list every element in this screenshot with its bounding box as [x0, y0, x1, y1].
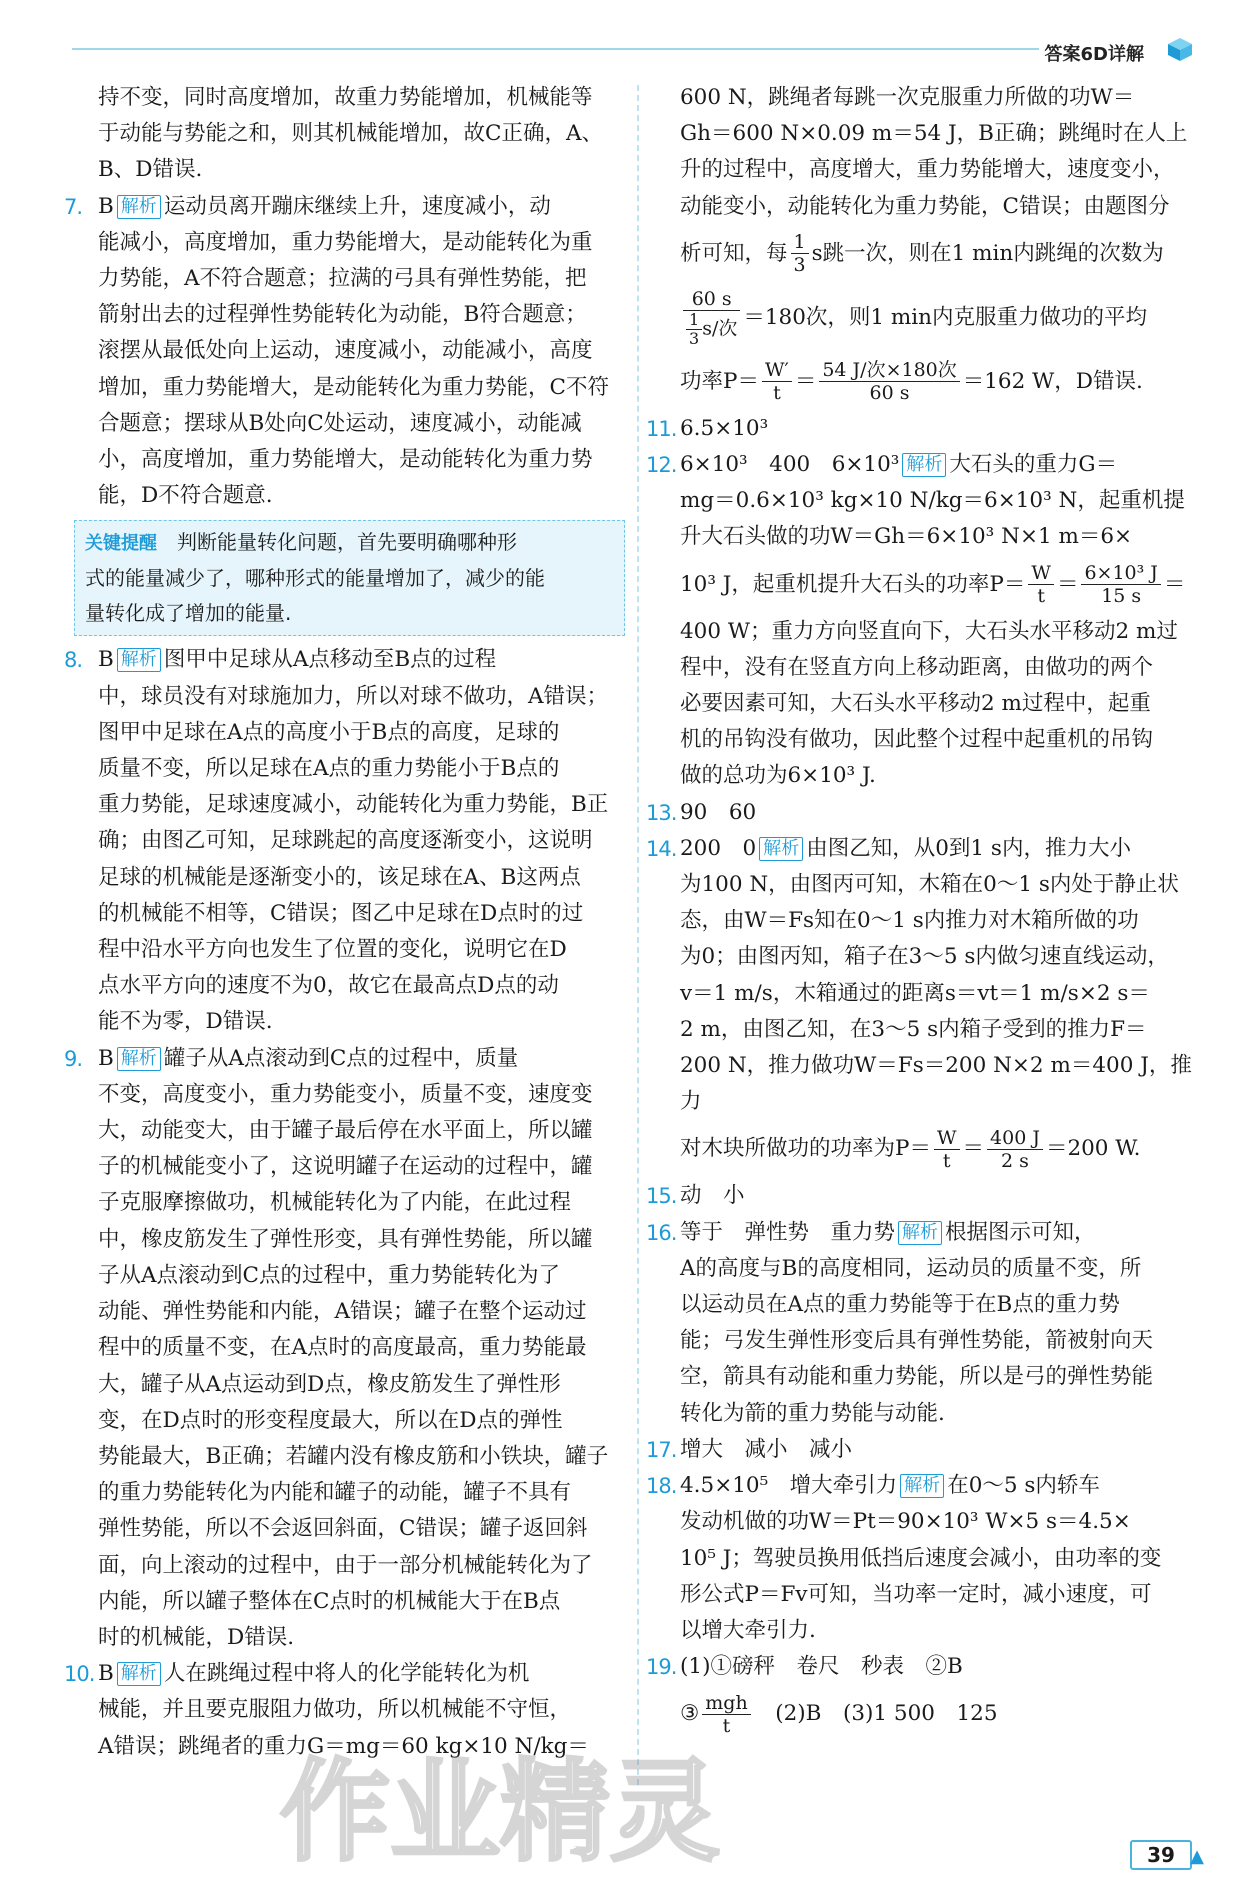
answer: 4.5×10⁵ 增大牵引力 [680, 1473, 898, 1499]
answer: 6.5×10³ [680, 415, 769, 441]
text-line: 不变，高度变小，重力势能变小，质量不变，速度变 [98, 1081, 593, 1107]
answer: (1)①磅秤 卷尺 秒表 ②B [680, 1654, 963, 1680]
answer: 动 小 [680, 1183, 745, 1209]
text-line: 子从A点滚动到C点的过程中，重力势能转化为了 [98, 1262, 560, 1288]
text-line: 持不变，同时高度增加，故重力势能增加，机械能等 [98, 85, 593, 110]
text-fragment: 对木块所做功的功率为P＝ [680, 1136, 931, 1162]
denominator: t [722, 1714, 731, 1737]
answer-item-17 [646, 1432, 1207, 1468]
text-line: 做的总功为6×10³ J. [680, 763, 876, 789]
item-number: 15. [646, 1184, 677, 1209]
fraction [1028, 562, 1054, 607]
text-fragment: (2)B (3)1 500 125 [753, 1701, 998, 1727]
text-line: 以运动员在A点的重力势能等于在B点的重力势 [680, 1292, 1120, 1318]
text-line: 转化为箭的重力势能与动能. [680, 1400, 945, 1426]
left-column [64, 80, 625, 1765]
fraction [1081, 562, 1160, 607]
answer-item-19 [646, 1649, 1207, 1743]
text-line: 子克服摩擦做功，机械能转化为了内能，在此过程 [98, 1190, 572, 1216]
text-line: 中，橡皮筋发生了弹性形变，具有弹性势能，所以罐 [98, 1226, 593, 1252]
text-fragment: s/次 [702, 317, 738, 340]
text-line: 面，向上滚动的过程中，由于一部分机械能转化为了 [98, 1552, 593, 1578]
answer: B [98, 1045, 114, 1071]
text-line: 能，D不符合题意. [98, 483, 273, 509]
text-line: 为0；由图丙知，箱子在3～5 s内做匀速直线运动， [680, 944, 1169, 970]
fraction [762, 359, 792, 404]
text-line: 空，箭具有动能和重力势能，所以是弓的弹性势能 [680, 1364, 1154, 1390]
text-line: 足球的机械能是逐渐变小的，该足球在A、B这两点 [98, 864, 581, 890]
text-line: 为100 N，由图丙可知，木箱在0～1 s内处于静止状 [680, 872, 1179, 898]
text-line: 判断能量转化问题，首先要明确哪种形 [177, 530, 517, 555]
item-number: 8. [64, 648, 83, 673]
text-line: 形公式P＝Fv可知，当功率一定时，减小速度，可 [680, 1581, 1152, 1607]
text-line: 时的机械能，D错误. [98, 1624, 295, 1650]
text-fragment: s跳一次，则在1 min内跳绳的次数为 [811, 240, 1164, 266]
text-fragment: ＝ [1163, 571, 1186, 597]
denominator: 60 s [869, 382, 910, 405]
text-line: 升的过程中，高度增大，重力势能增大，速度变小， [680, 157, 1175, 183]
text-line: A错误；跳绳者的重力G＝mg＝60 kg×10 N/kg＝ [98, 1733, 589, 1759]
answer-item-7 [64, 189, 625, 515]
text-line: 能减小，高度增加，重力势能增大，是动能转化为重 [98, 229, 593, 255]
text-line: 小，高度增加，重力势能增大，是动能转化为重力势 [98, 447, 593, 473]
text-fragment: ＝ [794, 368, 817, 394]
text-line: 中，球员没有对球施加力，所以对球不做功，A错误； [98, 683, 609, 709]
numerator: 1 [686, 311, 702, 330]
formula-line [680, 1120, 1207, 1178]
text-line: 大石头的重力G＝ [949, 452, 1118, 478]
key-hint-label: 关键提醒 [85, 533, 157, 555]
numerator: W′ [762, 359, 792, 382]
denominator: t [1037, 585, 1045, 608]
fraction [791, 231, 809, 276]
text-line: 程中，没有在竖直方向上移动距离，由做功的两个 [680, 654, 1154, 680]
text-line: 能；弓发生弹性形变后具有弹性势能，箭被射向天 [680, 1328, 1154, 1354]
item-number: 14. [646, 836, 677, 861]
text-line: 图甲中足球从A点移动至B点的过程 [163, 647, 497, 673]
page-number-text: 39 [1147, 1843, 1175, 1867]
item-number: 19. [646, 1655, 677, 1680]
answer-item-18 [646, 1468, 1207, 1649]
text-line: 程中沿水平方向也发生了位置的变化，说明它在D [98, 937, 567, 963]
text-line: 升大石头做的功W＝Gh＝6×10³ N×1 m＝6× [680, 524, 1133, 550]
text-line: 动能变小，动能转化为重力势能，C错误；由题图分 [680, 193, 1170, 219]
analysis-tag: 解析 [117, 1662, 161, 1686]
text-fragment: 功率P＝ [680, 368, 759, 394]
right-column [646, 80, 1207, 1743]
item-number: 12. [646, 453, 677, 478]
key-hint-box [74, 520, 625, 636]
analysis-tag: 解析 [898, 1221, 942, 1245]
text-line: 动能、弹性势能和内能，A错误；罐子在整个运动过 [98, 1299, 587, 1325]
answer-item-9 [64, 1041, 625, 1656]
text-line: 于动能与势能之和，则其机械能增加，故C正确，A、 [98, 121, 603, 147]
text-line: 由图乙知，从0到1 s内，推力大小 [806, 835, 1131, 861]
denominator: 2 s [1001, 1149, 1029, 1172]
text-line: 根据图示可知， [945, 1219, 1096, 1245]
fraction [702, 1692, 750, 1737]
text-line: 态，由W＝Fs知在0～1 s内推力对木箱所做的功 [680, 908, 1139, 934]
text-line: 势能最大，B正确；若罐内没有橡皮筋和小铁块，罐子 [98, 1443, 609, 1469]
text-line: 必要因素可知，大石头水平移动2 m过程中，起重 [680, 691, 1151, 717]
fraction [934, 1127, 960, 1172]
text-fragment: 析可知，每 [680, 240, 788, 266]
numerator: 54 J/次×180次 [819, 359, 959, 382]
text-line: 运动员离开蹦床继续上升，速度减小，动 [163, 193, 551, 219]
text-line: 以增大牵引力. [680, 1617, 816, 1643]
item-number: 18. [646, 1474, 677, 1499]
text-line: 点水平方向的速度不为0，故它在最高点D点的动 [98, 973, 559, 999]
text-line: 2 m，由图乙知，在3～5 s内箱子受到的推力F＝ [680, 1016, 1147, 1042]
numerator: 6×10³ J [1081, 562, 1160, 585]
text-line: 增加，重力势能增大，是动能转化为重力势能，C不符 [98, 374, 609, 400]
numerator: mgh [702, 1692, 750, 1715]
text-line: v＝1 m/s，木箱通过的距离s＝vt＝1 m/s×2 s＝ [680, 980, 1150, 1006]
answer-item-13 [646, 795, 1207, 831]
text-line: 质量不变，所以足球在A点的重力势能小于B点的 [98, 756, 560, 782]
answer-item-12 [646, 447, 1207, 795]
text-line: 人在跳绳过程中将人的化学能转化为机 [163, 1661, 530, 1687]
text-line: 大，动能变大，由于罐子最后停在水平面上，所以罐 [98, 1118, 593, 1144]
fraction [819, 359, 959, 404]
text-line: 箭射出去的过程弹性势能转化为动能，B符合题意； [98, 302, 587, 328]
arrow-up-icon: ▲ [1190, 1846, 1204, 1867]
numerator: W [934, 1127, 960, 1150]
text-line: 罐子从A点滚动到C点的过程中，质量 [163, 1045, 519, 1071]
item-number: 9. [64, 1046, 83, 1071]
formula-line [680, 283, 1207, 353]
answer-item-11 [646, 411, 1207, 447]
text-line: 的机械能不相等，C错误；图乙中足球在D点时的过 [98, 900, 584, 926]
answer: 90 60 [680, 799, 757, 825]
fraction [686, 311, 702, 348]
text-fragment: ＝ [1056, 571, 1079, 597]
answer-item-8 [64, 642, 625, 1040]
item-number: 11. [646, 416, 677, 441]
text-line: 图甲中足球在A点的高度小于B点的高度，足球的 [98, 719, 560, 745]
text-line: 式的能量减少了，哪种形式的能量增加了，减少的能 [85, 566, 545, 591]
analysis-tag: 解析 [759, 837, 803, 861]
formula-line [680, 353, 1207, 411]
answer-item-14 [646, 831, 1207, 1179]
analysis-tag: 解析 [117, 195, 161, 219]
answer: 等于 弹性势 重力势 [680, 1219, 896, 1245]
denominator: 3 [793, 254, 806, 277]
denominator: 15 s [1101, 585, 1142, 608]
text-line: 400 W；重力方向竖直向下，大石头水平移动2 m过 [680, 618, 1178, 644]
item-number: 17. [646, 1437, 677, 1462]
header-rule [72, 48, 1047, 50]
text-line: 大，罐子从A点运动到D点，橡皮筋发生了弹性形 [98, 1371, 561, 1397]
text-line: 确；由图乙可知，足球跳起的高度逐渐变小，这说明 [98, 828, 593, 854]
item-number: 10. [64, 1662, 95, 1687]
text-line: mg＝0.6×10³ kg×10 N/kg＝6×10³ N，起重机提 [680, 488, 1185, 514]
watermark-text: 作业精灵 [280, 1748, 720, 1876]
text-line: 600 N，跳绳者每跳一次克服重力所做的功W＝ [680, 85, 1135, 110]
text-line: 的重力势能转化为内能和罐子的动能，罐子不具有 [98, 1480, 572, 1506]
answer-item-16 [646, 1215, 1207, 1432]
answer: 6×10³ 400 6×10³ [680, 452, 900, 478]
answer: B [98, 193, 114, 219]
text-fragment: 10³ J，起重机提升大石头的功率P＝ [680, 571, 1026, 597]
text-line: B、D错误. [98, 157, 203, 183]
answer: 增大 减小 减小 [680, 1436, 853, 1462]
text-fragment: ＝180次，则1 min内克服重力做功的平均 [743, 304, 1148, 330]
text-line: 变，在D点时的形变程度最大，所以在D点的弹性 [98, 1407, 563, 1433]
text-line: 械能，并且要克服阻力做功，所以机械能不守恒， [98, 1697, 572, 1723]
numerator: 60 s [683, 288, 740, 311]
text-line: 200 N，推力做功W＝Fs＝200 N×2 m＝400 J，推力 [680, 1053, 1192, 1115]
text-line: 在0～5 s内轿车 [947, 1473, 1100, 1499]
text-line: 能不为零，D错误. [98, 1009, 273, 1035]
formula-line [680, 225, 1207, 283]
analysis-tag: 解析 [117, 648, 161, 672]
formula-line [680, 556, 1207, 614]
item-number: 7. [64, 194, 83, 219]
fraction [987, 1127, 1043, 1172]
analysis-tag: 解析 [900, 1474, 944, 1498]
item-number: 13. [646, 800, 677, 825]
text-line: 弹性势能，所以不会返回斜面，C错误；罐子返回斜 [98, 1516, 588, 1542]
text-line: Gh＝600 N×0.09 m＝54 J，B正确；跳绳时在人上 [680, 121, 1188, 147]
cube-logo-icon [1165, 36, 1195, 62]
q6-continuation [70, 80, 625, 189]
denominator: t [773, 382, 781, 405]
text-fragment: ③ [680, 1701, 700, 1727]
text-line: 子的机械能变小了，这说明罐子在运动的过程中，罐 [98, 1154, 593, 1180]
text-line: 程中的质量不变，在A点时的高度最高，重力势能最 [98, 1335, 587, 1361]
header-title: 答案6D详解 [1039, 40, 1150, 66]
q10-continuation [652, 80, 1207, 411]
text-line: 内能，所以罐子整体在C点时的机械能大于在B点 [98, 1588, 561, 1614]
watermark [220, 1740, 780, 1880]
denominator: t [942, 1149, 951, 1172]
numerator: W [1028, 562, 1054, 585]
text-line: 发动机做的功W＝Pt＝90×10³ W×5 s＝4.5× [680, 1509, 1131, 1535]
answer: B [98, 1661, 114, 1687]
denominator: 3 [689, 328, 700, 348]
numerator: 400 J [987, 1127, 1043, 1150]
text-line: A的高度与B的高度相同，运动员的质量不变，所 [680, 1255, 1142, 1281]
text-line: 量转化成了增加的能量. [85, 601, 292, 626]
numerator: 1 [791, 231, 809, 254]
text-fragment: ＝200 W. [1045, 1136, 1141, 1162]
text-line: 合题意；摆球从B处向C处运动，速度减小，动能减 [98, 410, 582, 436]
page-number [1130, 1840, 1204, 1870]
item-number: 16. [646, 1220, 677, 1245]
answer: B [98, 647, 114, 673]
text-line: 重力势能，足球速度减小，动能转化为重力势能，B正 [98, 792, 609, 818]
column-divider [637, 85, 639, 1785]
text-line: 力势能，A不符合题意；拉满的弓具有弹性势能，把 [98, 266, 587, 292]
answer-item-15 [646, 1178, 1207, 1214]
formula-line [680, 1685, 1207, 1743]
text-fragment: ＝ [962, 1136, 985, 1162]
answer: 200 0 [680, 835, 757, 861]
text-line: 滚摆从最低处向上运动，速度减小，动能减小，高度 [98, 338, 593, 364]
denominator [683, 311, 740, 348]
text-line: 机的吊钩没有做功，因此整个过程中起重机的吊钩 [680, 727, 1154, 753]
analysis-tag: 解析 [902, 453, 946, 477]
analysis-tag: 解析 [117, 1047, 161, 1071]
text-line: 10⁵ J；驾驶员换用低挡后速度会减小，由功率的变 [680, 1545, 1162, 1571]
fraction [683, 288, 740, 348]
text-fragment: ＝162 W，D错误. [962, 368, 1143, 394]
